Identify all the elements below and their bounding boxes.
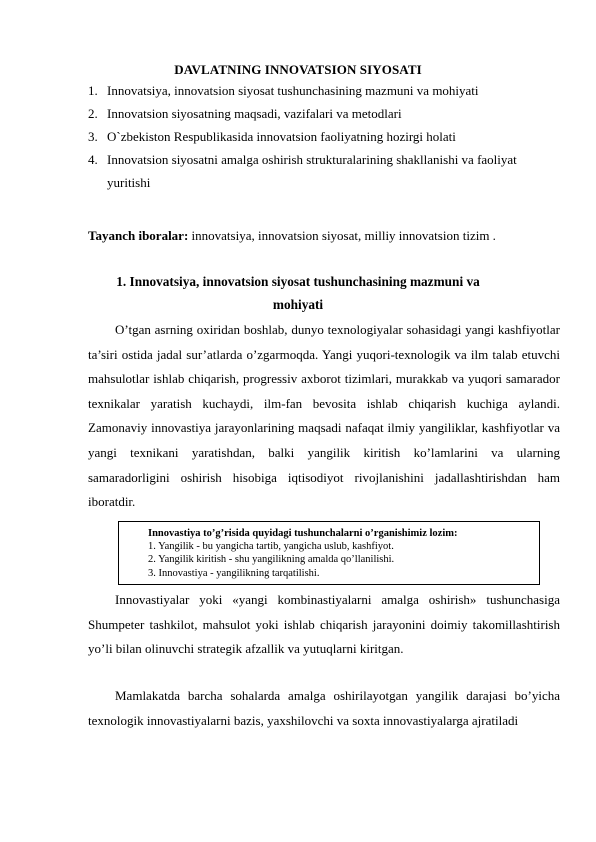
toc-item-number: 1.: [88, 83, 98, 98]
toc-item: [88, 102, 560, 125]
section-heading-line1: 1. Innovatsiya, innovatsion siyosat tushunchasining mazmuni va: [116, 274, 480, 289]
toc-item-number: 2.: [88, 106, 98, 121]
definition-item: 1. Yangilik - bu yangicha tartib, yangicha uslub, kashfiyot.: [148, 541, 394, 553]
section-heading-line2: mohiyati: [272, 297, 324, 312]
document-title: DAVLATNING INNOVATSION SIYOSATI: [174, 62, 422, 77]
paragraph-shumpeter: Innovastiyalar yoki «yangi kombinastiyalarni amalga oshirish» tushunchasiga Shumpeter tashkilot, mahsulot yoki ishlab chiqarish jarayonini doimiy takomillashtirish yo’li bilan olinuvchi strategik afzallik va yutuqlarni kiritgan.: [88, 592, 560, 657]
toc-item: [88, 148, 560, 194]
toc-item-text: Innovatsion siyosatni amalga oshirish strukturalarining shakllanishi va faoliyat yuritishi: [107, 152, 517, 190]
toc-item-number: 3.: [88, 129, 98, 144]
definition-box: [118, 521, 540, 585]
toc-item: [88, 125, 560, 148]
definition-item: 2. Yangilik kiritish - shu yangilikning amalda qo’llanilishi.: [148, 554, 395, 566]
paragraph-intro: O’tgan asrning oxiridan boshlab, dunyo texnologiyalar sohasidagi yangi kashfiyotlar ta’siri ostida jadal sur’atlarda o’zgarmoqda. Yangi yuqori-texnologik va ilm talab etuvchi mahsulotlar ishlab chiqarish, progressiv axborot tizimlari, murakkab va yuqori samarador texnikalar yaratish kuchaydi, ilm-fan bevosita ishlab chiqarish kuchiga aylandi. Zamonaviy innovastiya jarayonlarining maqsadi nafaqat ilmiy yangiliklar, kashfiyotlar va yangi texnikani yaratishdan, balki yangilik kiritish ko’lamlarini va ularning samaradorligini oshirish hisobiga iqtisodiyot rivojlanishini jadallashtirishdan ham iboratdir.: [88, 322, 560, 510]
keywords-line: [88, 228, 568, 244]
toc-item: [88, 79, 560, 102]
section-heading: [0, 270, 596, 316]
paragraph-classification: Mamlakatda barcha sohalarda amalga oshirilayotgan yangilik darajasi bo’yicha texnologik innovastiyalarni bazis, yaxshilovchi va soxta innovastiyalarga ajratiladi: [88, 688, 560, 728]
toc-item-number: 4.: [88, 152, 98, 167]
toc-item-text: Innovatsion siyosatning maqsadi, vazifalari va metodlari: [107, 106, 402, 121]
toc-item-text: O`zbekiston Respublikasida innovatsion faoliyatning hozirgi holati: [107, 129, 456, 144]
definition-item: 3. Innovastiya - yangilikning tarqatilishi.: [148, 567, 320, 579]
table-of-contents: [88, 79, 560, 194]
keywords-text: innovatsiya, innovatsion siyosat, milliy innovatsion tizim .: [188, 228, 496, 243]
toc-item-text: Innovatsiya, innovatsion siyosat tushunchasining mazmuni va mohiyati: [107, 83, 479, 98]
keywords-label: Tayanch iboralar:: [88, 228, 189, 243]
definition-box-title: Innovastiya to’g’risida quyidagi tushunchalarni o’rganishimiz lozim:: [148, 528, 458, 539]
